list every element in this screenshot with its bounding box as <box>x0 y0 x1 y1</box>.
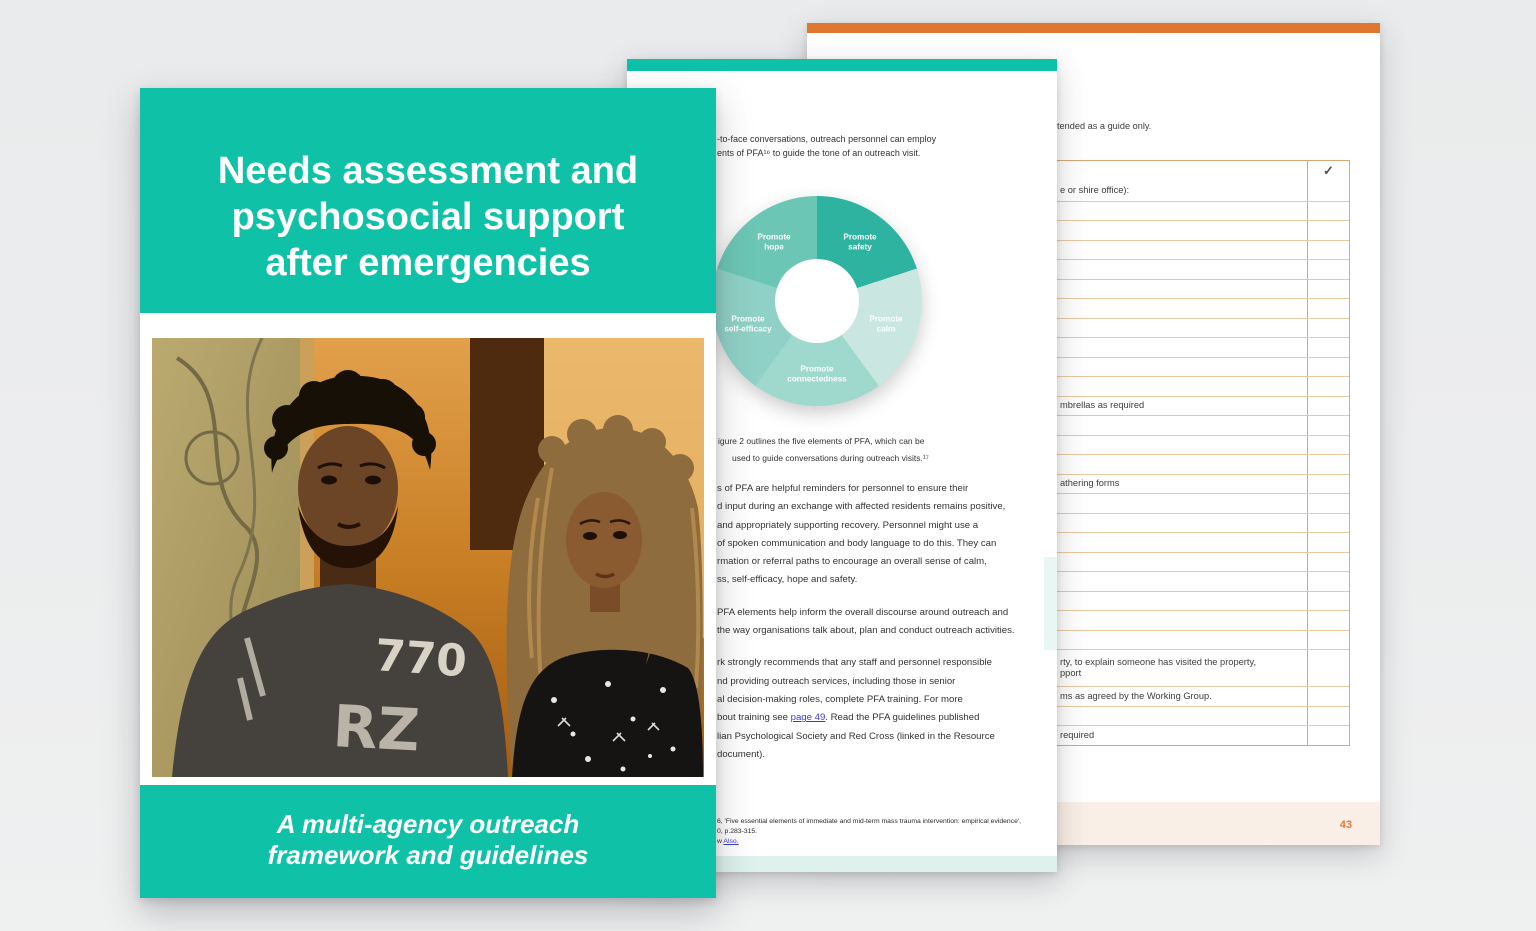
page-number: 43 <box>1339 819 1352 831</box>
check-cell <box>1307 358 1349 377</box>
check-cell <box>1307 514 1349 533</box>
cover-subtitle <box>140 785 716 871</box>
svg-text:RZ: RZ <box>331 692 422 765</box>
footnote-line: 0, p.283-315. <box>717 828 758 835</box>
title-line: psychosocial support <box>231 196 625 238</box>
donut-segment-label: Promote calm <box>869 314 903 333</box>
title-line: Needs assessment and <box>217 150 639 192</box>
paragraph <box>717 654 1052 764</box>
check-cell <box>1307 202 1349 221</box>
page-49-link[interactable]: page 49 <box>790 712 826 724</box>
donut-segment-label: Promote safety <box>843 232 877 251</box>
cover-title-block <box>140 88 716 313</box>
check-cell <box>1307 436 1349 455</box>
checklist-item-text: mbrellas as required <box>1060 400 1145 411</box>
body-line: s of PFA are helpful reminders for personnel to ensure their <box>717 483 969 494</box>
check-cell <box>1307 338 1349 357</box>
check-cell <box>1307 650 1349 686</box>
checklist-item-text: e or shire office): <box>1060 185 1130 196</box>
paragraph <box>717 480 1052 590</box>
figure-caption <box>718 433 929 467</box>
check-cell <box>1307 181 1349 201</box>
check-cell <box>1307 631 1349 650</box>
check-cell <box>1307 533 1349 552</box>
body-line: ents of PFA¹⁶ to guide the tone of an outreach visit. <box>717 147 921 158</box>
check-cell <box>1307 553 1349 572</box>
footnote-link[interactable]: Also. <box>723 838 739 845</box>
check-cell <box>1307 494 1349 513</box>
donut-segment-label: Promote connectedness <box>787 364 847 383</box>
body-line: of spoken communication and body language to do this. They can <box>717 537 997 549</box>
body-line: d input during an exchange with affected residents remains positive, <box>717 501 1006 513</box>
body-line: lian Psychological Society and Red Cross (linked in the Resource <box>717 730 995 742</box>
checkmark-icon: ✓ <box>1323 163 1334 178</box>
footnote-line <box>717 837 1021 847</box>
check-cell <box>1307 280 1349 299</box>
footnote <box>717 817 1021 847</box>
caption-line: igure 2 outlines the five elements of PFA, which can be <box>718 436 925 446</box>
check-cell <box>1307 416 1349 435</box>
page-top-accent-bar <box>627 59 1057 71</box>
body-line: bout training see page 49. Read the PFA guidelines published <box>717 712 980 724</box>
subtitle-line: A multi-agency outreach <box>276 809 580 839</box>
check-cell <box>1307 221 1349 240</box>
check-cell <box>1307 687 1349 706</box>
body-line: ss, self-efficacy, hope and safety. <box>717 574 858 586</box>
svg-text:770: 770 <box>373 630 469 688</box>
checklist-item-text: rty, to explain someone has visited the property, pport <box>1060 657 1257 678</box>
title-line: after emergencies <box>265 242 591 284</box>
checklist-item-text: required <box>1060 729 1095 740</box>
check-cell <box>1307 455 1349 474</box>
footnote-text: w <box>717 838 724 845</box>
body-line: al decision-making roles, complete PFA training. For more <box>717 693 963 705</box>
body-line: PFA elements help inform the overall discourse around outreach and <box>717 606 1009 618</box>
check-cell <box>1307 475 1349 494</box>
check-cell <box>1307 241 1349 260</box>
body-line: the way organisations talk about, plan and conduct outreach activities. <box>717 625 1015 637</box>
intro-paragraph <box>717 133 936 160</box>
page-title <box>140 88 716 286</box>
check-cell <box>1307 319 1349 338</box>
check-cell <box>1307 592 1349 611</box>
check-cell <box>1307 707 1349 726</box>
check-cell <box>1307 611 1349 630</box>
check-cell <box>1307 572 1349 591</box>
check-cell <box>1307 377 1349 396</box>
guide-note-text: tended as a guide only. <box>1057 121 1152 131</box>
body-line: nd providing outreach services, including those in senior <box>717 675 956 687</box>
body-line: and appropriately supporting recovery. Personnel might use a <box>717 519 979 531</box>
donut-segment-label: Promote hope <box>757 232 791 251</box>
pfa-donut-chart <box>712 196 922 406</box>
donut-hole <box>775 259 859 343</box>
cover-photo <box>152 338 704 777</box>
check-cell <box>1307 299 1349 318</box>
caption-line: used to guide conversations during outreach visits.¹⁷ <box>732 453 929 463</box>
subtitle-line: framework and guidelines <box>267 840 589 870</box>
body-line: -to-face conversations, outreach personnel can employ <box>717 134 937 144</box>
check-cell <box>1307 397 1349 416</box>
callout-box-edge <box>1044 557 1057 650</box>
cover-page <box>140 88 716 898</box>
body-text <box>717 480 1052 778</box>
body-line: document). <box>717 748 765 760</box>
checklist-item-text: athering forms <box>1060 478 1120 489</box>
donut-segment-label: Promote self-efficacy <box>724 314 772 333</box>
body-line: rmation or referral paths to encourage an overall sense of calm, <box>717 556 987 568</box>
footnote-line: 6, 'Five essential elements of immediate and mid-term mass trauma intervention: empirical evidence', <box>717 818 1022 825</box>
body-line: rk strongly recommends that any staff and personnel responsible <box>717 657 992 669</box>
check-cell <box>1307 726 1349 745</box>
paragraph <box>717 604 1052 641</box>
check-cell <box>1307 260 1349 279</box>
page-top-accent-bar <box>807 23 1380 33</box>
checklist-item-text: ms as agreed by the Working Group. <box>1060 690 1212 701</box>
cover-subtitle-band <box>140 785 716 898</box>
check-column-header <box>1307 161 1349 181</box>
